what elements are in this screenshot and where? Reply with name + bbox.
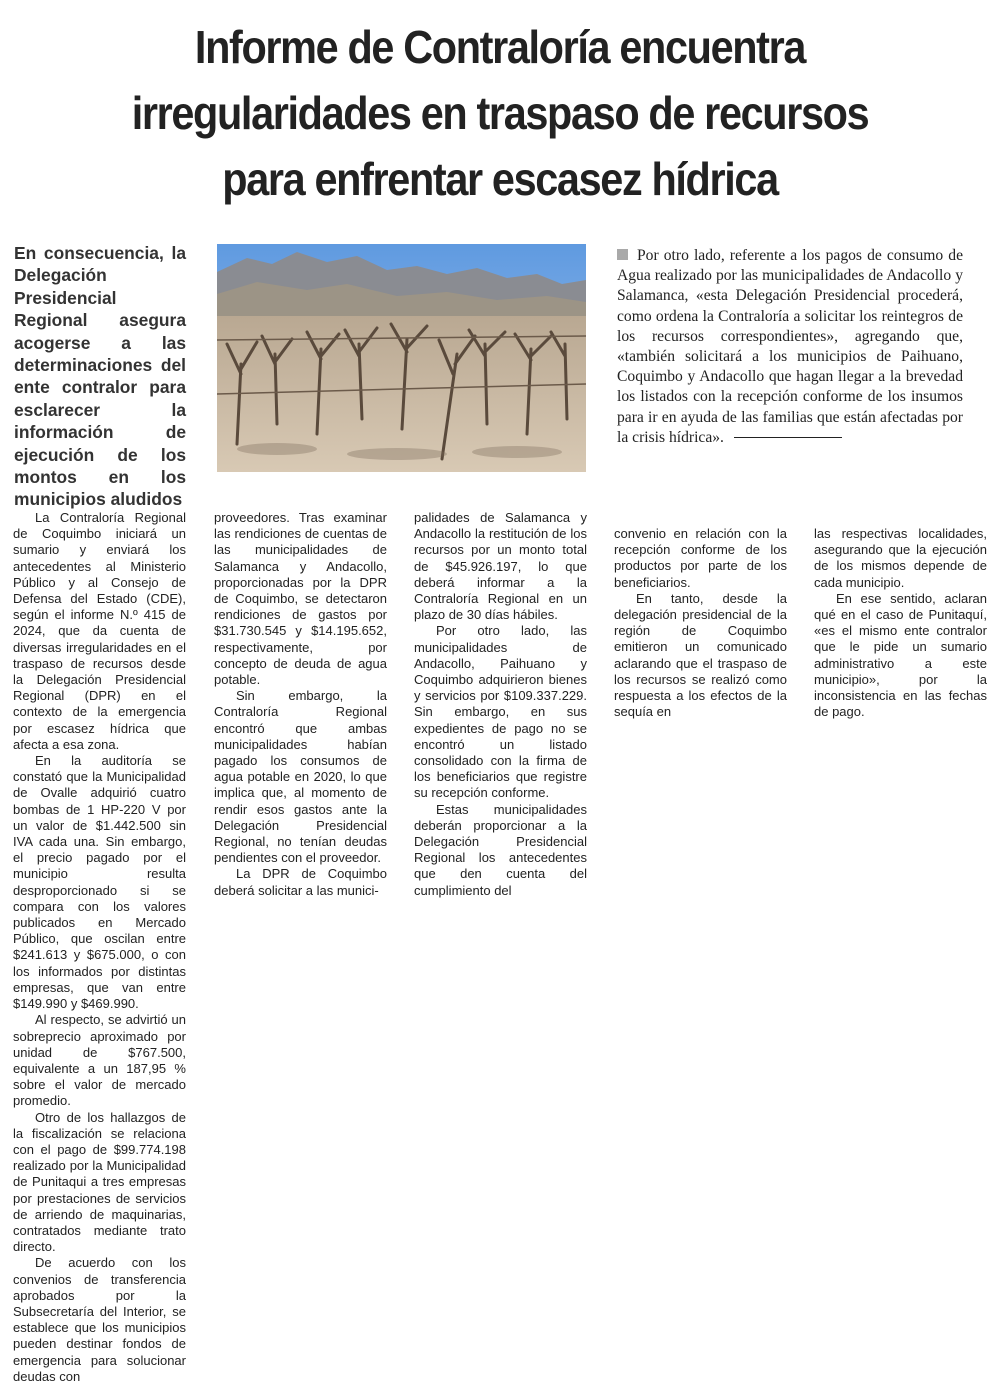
col5-paragraph-2: En ese sentido, aclaran qué en el caso de Punitaquí, «es el mismo ente contralor que le pide un sumario administrativo a este municipio», por la inconsistencia en las fechas de pago. — [814, 590, 987, 720]
headline — [77, 14, 923, 212]
col2-paragraph-1: proveedores. Tras examinar las rendiciones de cuentas de las municipalidades de Salamanca y Andacollo, proporcionadas por la DPR de Coquimbo, se detectaron rendiciones de gastos por $31.730.545 y $14.195.652, respectivamente, por concepto de deuda de agua potable. — [214, 510, 387, 688]
col2-paragraph-2: Sin embargo, la Contraloría Regional encontró que ambas municipalidades habían pagado los consumos de agua potable en 2020, lo que implica que, al momento de rendir esos gastos ante la Delegación Presidencial Regional, no tenían deudas pendientes con el proveedor. — [214, 688, 387, 866]
col3-paragraph-2: Por otro lado, las municipalidades de Andacollo, Paihuano y Coquimbo adquirieron bienes y servicios por $109.337.229. Sin embargo, en sus expedientes de pago no se encontró un listado consolidado con la firma de los beneficiarios que registre su recepción conforme. — [414, 623, 587, 801]
col1-paragraph-2: En la auditoría se constató que la Municipalidad de Ovalle adquirió cuatro bombas de 1 HP-220 V por un valor de $1.442.500 sin IVA cada una. Sin embargo, el precio pagado por el municipio resulta desproporcionado si se compara con los valores publicados en Mercado Público, que oscilan entre $241.613 y $675.000, o con los informados por distintas empresas, que van entre $149.990 y $469.990. — [13, 753, 186, 1012]
headline-line-1: Informe de Contraloría encuentra — [194, 21, 806, 73]
vineyard-photo — [217, 244, 586, 472]
quote-block — [617, 246, 963, 448]
col1-paragraph-4: Otro de los hallazgos de la fiscalización se relaciona con el pago de $99.774.198 realizado por la Municipalidad de Punitaqui a tres empresas por prestaciones de servicios de arriendo de maquinarias, contratados mediante trato directo. — [13, 1109, 186, 1255]
body-column-3 — [414, 510, 587, 899]
bullet-square-icon — [617, 249, 628, 260]
col3-paragraph-3: Estas municipalidades deberán proporcionar a la Delegación Presidencial Regional los antecedentes que den cuenta del cumplimiento del — [414, 801, 587, 898]
body-column-2 — [214, 510, 387, 899]
headline-line-3: para enfrentar escasez hídrica — [222, 153, 778, 205]
end-rule — [734, 437, 842, 438]
col5-paragraph-1: las respectivas localidades, asegurando que la ejecución de los mismos depende de cada municipio. — [814, 526, 987, 590]
col1-paragraph-3: Al respecto, se advirtió un sobreprecio aproximado por unidad de $767.500, equivalente a un 187,95 % sobre el valor de mercado promedio. — [13, 1012, 186, 1109]
lead-paragraph: En consecuencia, la Delegación Presidencial Regional asegura acogerse a las determinaciones del ente contralor para esclarecer la información de ejecución de los montos en los municipios aludidos — [14, 243, 186, 510]
body-column-4 — [614, 526, 787, 720]
col1-paragraph-5: De acuerdo con los convenios de transferencia aprobados por la Subsecretaría del Interior, se establece que los municipios pueden destinar fondos de emergencia para solucionar deudas con — [13, 1255, 186, 1384]
col3-paragraph-1: palidades de Salamanca y Andacollo la restitución de los recursos por un monto total de $45.926.197, lo que deberá informar a la Contraloría Regional en un plazo de 30 días hábiles. — [414, 510, 587, 623]
col4-paragraph-2: En tanto, desde la delegación presidencial de la región de Coquimbo emitieron un comunicado aclarando que el traspaso de los recursos se realizó como respuesta a los efectos de la sequía en — [614, 590, 787, 720]
body-column-5 — [814, 526, 987, 720]
col1-paragraph-1: La Contraloría Regional de Coquimbo iniciará un sumario y enviará los antecedentes al Ministerio Público y al Consejo de Defensa del Estado (CDE), según el informe N.º 415 de 2024, que da cuenta de diversas irregularidades en el traspaso de recursos desde la Delegación Presidencial Regional (DPR) en el contexto de la emergencia por escasez hídrica que afecta a esa zona. — [13, 510, 186, 752]
quote-text: Por otro lado, referente a los pagos de consumo de Agua realizado por las municipalidades de Andacollo y Salamanca, «esta Delegación Presidencial procederá, como ordena la Contraloría a solicitar los reintegros de los recursos correspondientes», agregando que, «también solicitará a los municipios de Paihuano, Coquimbo y Andacollo que hagan llegar a la brevedad los listados con la recepción conforme de los insumos para ir en ayuda de las familias que están afectadas por la crisis hídrica». — [617, 247, 963, 446]
body-column-1 — [13, 510, 186, 1385]
headline-line-2: irregularidades en traspaso de recursos — [131, 87, 869, 139]
col2-paragraph-3: La DPR de Coquimbo deberá solicitar a las munici- — [214, 866, 387, 898]
col4-paragraph-1: convenio en relación con la recepción conforme de los productos por parte de los beneficiarios. — [614, 526, 787, 590]
